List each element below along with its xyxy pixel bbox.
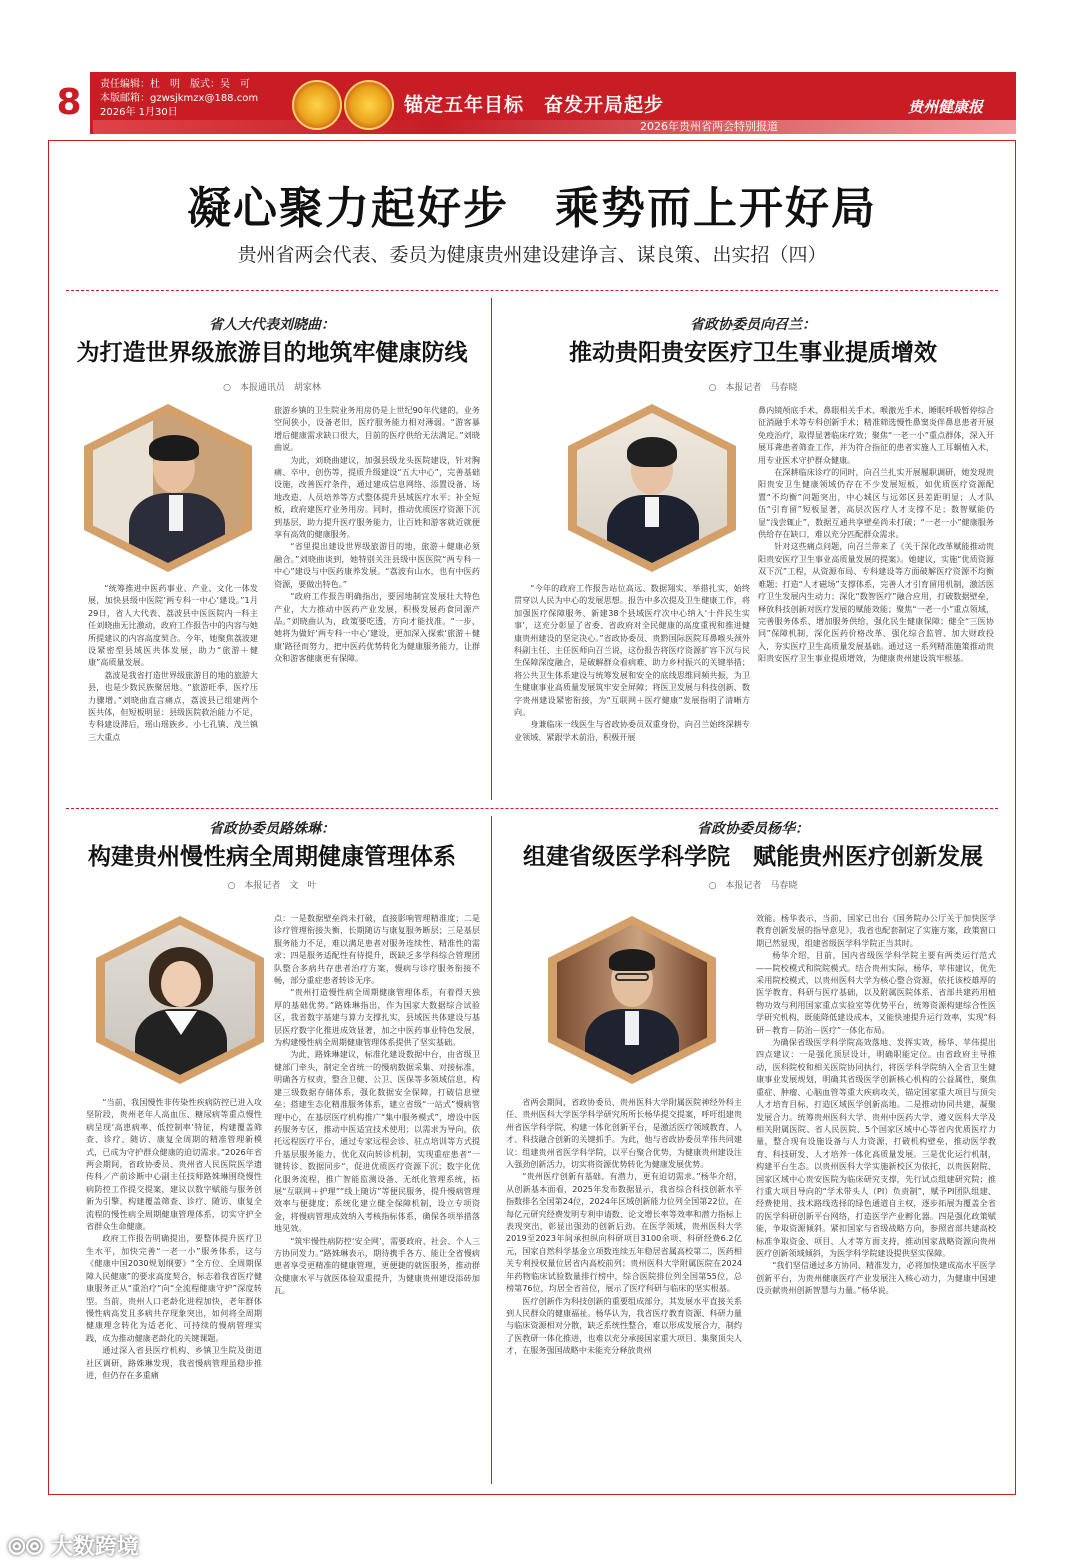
article-3-kicker: 省政协委员路姝琳： [209,821,335,837]
paragraph: 效能。杨华表示，当前，国家已出台《国务院办公厅关于加快医学教育创新发展的指导意见》，我省也配套制定了实施方案，政策窗口期已然显现，组建省级医学科学院正当其时。 [756,913,996,948]
email-line: 本版邮箱：gzwsjkmzx@188.com [100,93,259,104]
article-1-byline: ○ 本报通讯员 胡家林 [223,383,321,393]
watermark-logo [8,1530,139,1561]
paragraph: “贵州打造慢性病全周期健康管理体系，有着得天独厚的基础优势。”路姝琳指出，作为国家大数据综合试验区，我省数字基建与算力支撑扎实，县域医共体建设与基层医疗数字化推进成效显著，加之中医药事业特色发展，为构建慢性病全周期健康管理体系提供了坚实基础。 [274,987,480,1048]
main-subtitle: 贵州省两会代表、委员为健康贵州建设建诤言、谋良策、出实招（四） [237,244,827,266]
header-meta [100,78,258,120]
national-emblem-icon [292,80,342,130]
paragraph: “政府工作报告明确指出，要因地制宜发展壮大特色产业，大力推动中医药产业发展，积极发展药食同源产品。”刘晓曲认为，政策要吃透，方向才能找准。“一步，她将为做好‘两专科一中心’建设，更加深入探索‘旅游＋健康’路径而努力，把中医药优势转化为健康服务能力，让群众和游客健康更有保障。 [274,591,480,664]
paragraph: “今年的政府工作报告站位高远、数据翔实、举措扎实，始终贯穿以人民为中心的发展思想。报告中多次提及卫生健康工作，将加强医疗保障服务、新建38个县域医疗次中心纳入‘十件民生实事’，这充分彰显了省委、省政府对全民健康的高度重视和推进健康贵州建设的坚定决心。”省政协委员、贵黔国际医院耳鼻喉头颈外科副主任、主任医师向召兰说，这份报告将医疗资源扩容下沉与民生保障深度融合，是破解群众看病难、助力乡村振兴的关键举措；将公共卫生体系建设与统筹发展和安全的底线思维同频共振，为卫生健康事业高质量发展筑牢安全屏障；将医卫发展与科技创新、数字贵州建设紧密衔接，为“互联网＋医疗健康”发展指明了清晰方向。 [514,583,750,718]
cppcc-emblem-icon [344,80,394,130]
paragraph: 医疗创新作为科技创新的重要组成部分，其发展水平直接关系到人民群众的健康福祉。杨华认为，我省医疗教育资源、科研力量与临床资源相对分散，缺乏系统性整合，难以形成发展合力，制约了医教研一体化推进，也难以充分承接国家重大项目、集聚顶尖人才，在服务强国战略中未能充分释放贵州 [506,1295,742,1356]
article-2-left-column [514,582,750,802]
paragraph: 点：一是数据壁垒尚未打破，直接影响管理精准度；二是诊疗管理衔接失衡，长期随访与康复服务断层；三是基层服务能力不足，难以满足患者对服务连续性、精准性的需求；四是服务适配性有待提升，既缺乏多学科综合管理团队整合多病共存患者治疗方案，慢病与诊疗服务衔接不畅，部分重症患者转诊无序。 [274,913,480,986]
paragraph: 身兼临床一线医生与省政协委员双重身份，向召兰始终深耕专业领域、紧跟学术前沿，积极开展 [514,719,750,742]
watermark-icon: ⦾⦾ [8,1535,51,1560]
date-line: 2026年 1月30日 [100,107,178,118]
upper-column-divider [491,298,492,800]
article-3-byline: ○ 本报记者 文 叶 [227,881,317,891]
newspaper-brand: 贵州健康报 [908,98,984,116]
paragraph: 在深耕临床诊疗的同时，向召兰扎实开展履职调研，她发现贵阳贵安卫生健康领域仍存在不少发展短板，如优质医疗资源配置“不均衡”问题突出，中心城区与远郊区县差距明显；人才队伍“引育留”短板显著，高层次医疗人才支撑不足；数智赋能仍显“浅尝辄止”，数据互通共享壁垒尚未打破；“一老一小”健康服务供给存在缺口，难以充分匹配群众需求。 [758,467,994,540]
header-wave [48,120,1016,134]
article-4-kicker: 省政协委员杨华： [697,821,809,837]
article-1-right-column [274,404,480,802]
article-3-title: 构建贵州慢性病全周期健康管理体系 [88,843,456,870]
paragraph: 省两会期间，省政协委员、贵州医科大学附属医院神经外科主任、贵州医科大学医学科学研究所所长杨华提交提案，呼吁组建贵州省医学科学院，构建一体化创新平台，是激活医疗领域教育、人才、科技融合创新的关键抓手。为此，他与省政协委员苹伟共同建议：组建贵州省医学科学院，以平台聚合优势，为健康贵州建设注入强劲创新活力，切实将资源优势转化为健康发展优势。 [506,1097,742,1170]
watermark-text: 大数跨境 [50,1535,139,1560]
article-4-right-column [756,912,996,1484]
article-2-byline: ○ 本报记者 马春晓 [708,383,798,393]
paragraph: 为此，刘晓曲建议，加强县级龙头医院建设，针对胸痛、卒中、创伤等，提质升级建设“五大中心”，完善基础设施，改善医疗条件，通过建成信息网络、添置设备、场地改造、人员培养等方式整体提升县域医疗水平；补全短板，政府建医疗业务用房。同时，推动优质医疗资源下沉到基层，助力提升医疗服务能力，让百姓和游客就近就便享有高效的健康服务。 [274,454,480,540]
top-divider [66,290,998,291]
special-report-label: 2026年贵州省两会特别报道 [640,120,778,133]
header-slogan: 锚定五年目标 奋发开局起步 [404,94,665,116]
paragraph: 旅游乡镇的卫生院业务用房仍是上世纪90年代建的，业务空间狭小，设备老旧，医疗服务能力相对薄弱。“游客暴增后健康需求缺口很大，目前的医疗供给无法满足。”刘晓曲说。 [274,405,480,453]
paragraph: 荔波是我省打造世界级旅游目的地的旅游大县，也是少数民族聚居地。“旅游旺季，医疗压力骤增。”刘晓曲直言痛点，荔波县已组建两个医共体，但短板明显：县级医院救治能力不足，专科建设滞后，瑶山瑶族乡、小七孔镇、茂兰镇三大重点 [88,669,258,742]
middle-divider [66,808,998,809]
article-2-kicker: 省政协委员向召兰： [690,317,816,333]
paragraph: 政府工作报告明确提出，要整体提升医疗卫生水平，加快完善“一老一小”服务体系，这与《健康中国2030规划纲要》“全方位、全周期保障人民健康”的要求高度契合，标志着我省医疗健康服务正从“重治疗”向“全流程健康守护”深度转型。当前，贵州人口老龄化进程加快，老年群体慢性病高发且多病共存现象突出，如何将全周期健康理念转化为适老化、可持续的慢病管理实践，成为推动健康老龄化的关键课题。 [86,1233,262,1343]
article-2-right-column [758,404,994,802]
article-1-kicker: 省人大代表刘晓曲： [209,317,335,333]
article-3-left-column [86,1096,262,1484]
paragraph: 为此，路姝琳建议，标准化建设数据中台，由省级卫健部门牵头，制定全省统一的慢病数据采集、对接标准，明确各方权责，整合卫健、公卫、医保等多领域信息，构建三级数据存储体系，强化数据安全保障，打破信息壁垒；搭建生态化精准服务体系，建立省级“一站式”慢病管理中心，在基层医疗机构推广“集中服务模式”，增设中医药服务专区，推动中医适宜技术使用；以需求为导向，依托远程医疗平台，通过专家远程会诊、驻点培训等方式提升基层服务能力，优化双向转诊机制，实现重症患者“一键转诊、数据同步”，促进优质医疗资源下沉；数字化优化服务流程，推广智能监测设备、无纸化管理系统，拓展“互联网＋护理”“线上随访”等便民服务，提升慢病管理效率与便捷度；系统化建立健全保障机制，设立专项资金，将慢病管理成效纳入考核指标体系，确保各项举措落地见效。 [274,1049,480,1234]
article-4-left-column [506,1096,742,1484]
paragraph: 为确保省级医学科学院高效落地、发挥实效，杨华、苹伟提出四点建议：一是强化顶层设计，明确职能定位。由省政府主导推动，医科院校和相关医院协同执行，将医学科学院纳入全省卫生健康事业发展规划，明确其省级医学创新核心机构的公益属性，聚焦重症、肿瘤、心脑血管等重大疾病攻关，锚定国家重大项目与顶尖人才培育目标，打造区域医学创新高地。二是推动协同共建，凝聚发展合力。统筹贵州医科大学、贵州中医药大学、遵义医科大学及相关附属医院、省人民医院、5个国家区域中心等省内优质医疗力量，整合现有设施设备与人力资源，打破机构壁垒，推动医学教育、科技研发、人才培养一体化高质量发展。三是优化运行机制，构建平台生态。以贵州医科大学实施新校区为依托，以贵医附院、国家区域中心贵安医院为临床研究支撑，先行试点组建研究院；推行重大项目导向的“学术带头人（PI）负责制”，赋予PI团队组建、经费使用、技术路线选择的绿色通道自主权，逐步拓展为覆盖全省的医学科研创新平台网络，打造医学产业孵化器。四是强化政策赋能，争取资源倾斜。紧扣国家与省级战略方向，参照省部共建高校标准争取资金、项目、人才等方面支持，推动国家战略资源向贵州医疗创新领域倾斜，为医学科学院建设提供坚实保障。 [756,1037,996,1258]
article-4-title: 组建省级医学科学院 赋能贵州医疗创新发展 [523,843,983,870]
paragraph: “省里提出建设世界级旅游目的地，旅游＋健康必须融合。”刘晓曲谈到，她特别关注县级中医医院“两专科一中心”建设与中医药康养发展。“荔波有山水，也有中医药资源，要做出特色。” [274,541,480,589]
main-headline: 凝心聚力起好步 乘势而上开好局 [187,183,877,234]
article-4-byline: ○ 本报记者 马春晓 [708,881,798,891]
paragraph: “筑牢慢性病防控‘安全网’，需要政府、社会、个人三方协同发力。”路姝琳表示，期待携手各方、能让全省慢病患者享受更精准的健康管理，更便捷的就医服务，推动群众健康水平与就医体验双重提升，为健康贵州建设添砖加瓦。 [274,1235,480,1296]
paragraph: “当前，我国慢性非传染性疾病防控已进入攻坚阶段，贵州老年人高血压、糖尿病等重点慢性病呈现‘高患病率、低控制率’特征，构建覆盖筛查、诊疗、随访、康复全周期的精准管理新模式，已成为守护群众健康的迫切需求。”2026年省两会期间，省政协委员、贵州省人民医院医学遗传科／产前诊断中心副主任技师路姝琳围绕慢性病防控工作提交提案，建议以数字赋能与服务创新为引擎，构建覆盖筛查、诊疗、随访、康复全流程的慢性病全周期健康管理体系，切实守护全省群众生命健康。 [86,1097,262,1232]
article-1-title: 为打造世界级旅游目的地筑牢健康防线 [76,339,468,366]
paragraph: 杨华介绍，目前，国内省级医学科学院主要有两类运行范式——院校模式和院院模式。结合贵州实际，杨华、苹伟建议，优先采用院校模式，以贵州医科大学为核心整合资源，依托该校雄厚的医学教育、科研与医疗基础，以及附属医院体系、省部共建药用植物功效与利用国家重点实验室等优势平台，统筹资源构建综合性医学研究机构，既能降低建设成本，又能快速提升运行效率，实现“科研－教育－防治－医疗”一体化布局。 [756,950,996,1035]
page-number: 8 [48,72,93,134]
paragraph: 针对这些痛点问题，向召兰带来了《关于深化改革赋能推动贵阳贵安医疗卫生事业高质量发展的提案》。她建议，实施“优质资源双下沉”工程，从资源布局、专科建设等方面破解医疗资源不均衡难题；打造“人才磁场”支撑体系，完善人才引育留用机制，激活医疗卫生发展内生动力；深化“数智医疗”融合应用，打破数据壁垒，释放科技创新对医疗发展的赋能效能；聚焦“一老一小”重点领域，完善服务体系、增加服务供给，强化民生健康保障；健全“三医协同”保障机制，深化医药价格改革、强化综合监管、加大财政投入，夯实医疗卫生高质量发展基础。通过这一系列精准施策推动贵阳贵安医疗卫生事业提质增效，为健康贵州建设筑牢根基。 [758,541,994,664]
paragraph: “我们坚信通过多方协同、精准发力，必将加快建成高水平医学创新平台，为贵州健康医疗产业发展注入核心动力，为健康中国建设贡献贵州创新智慧与力量。”杨华说。 [756,1260,996,1296]
article-1-left-column [88,582,258,802]
paragraph: 鼻内镜颅底手术、鼻眼相关手术、喉激光手术、睡眠呼吸暂停综合征消融手术等专科创新手术；精准筛选慢性鼻窦炎伴鼻息患者开展免疫治疗，取得显著临床疗效；聚焦“一老一小”重点群体，深入开展耳聋患者筛查工作，并为符合指征的患者实施人工耳蜗植入术，用专业医术守护群众健康。 [758,405,994,465]
paragraph: 通过深入省县医疗机构、乡镇卫生院及街道社区调研，路姝琳发现，我省慢病管理虽稳步推进，但仍存在多重痛 [86,1345,262,1380]
article-2-title: 推动贵阳贵安医疗卫生事业提质增效 [569,339,937,366]
lower-column-divider [491,816,492,1484]
article-3-right-column [274,912,480,1484]
editor-line: 责任编辑：杜 明 版式：吴 可 [100,79,250,90]
paragraph: “统筹推进中医药事业、产业、文化一体发展，加快县级中医院‘两专科一中心’建设。”1月29日，省人大代表、荔波县中医医院内一科主任刘晓曲无比激动，政府工作报告中的内容与她所提建议的内容高度契合。今年，她聚焦荔波建设紧密型县域医共体发展，助力“旅游＋健康”高质量发展。 [88,583,258,668]
paragraph: “贵州医疗创新有基础、有潜力，更有迫切需求。”杨华介绍，从创新基本面看，2025年发布数据显示，我省综合科技创新水平指数排名全国第24位，2024年区域创新能力位列全国第22位，在每亿元研究经费发明专利申请数、论文增长率等效率和潜力指标上表现突出，彰显出强劲的创新后劲。在医学领域，贵州医科大学2019至2023年间承担纵向科研项目3100余项、科研经费6.2亿元，国家自然科学基金立项数连续五年稳居省属高校第二，医药相关专利授权量位居省内高校前列；贵州医科大学附属医院在2024年药物临床试验数量排行榜中，综合医院排位列全国第55位，总榜第76位，均居全省首位，展示了医疗科研与临床的坚实根基。 [506,1171,742,1294]
